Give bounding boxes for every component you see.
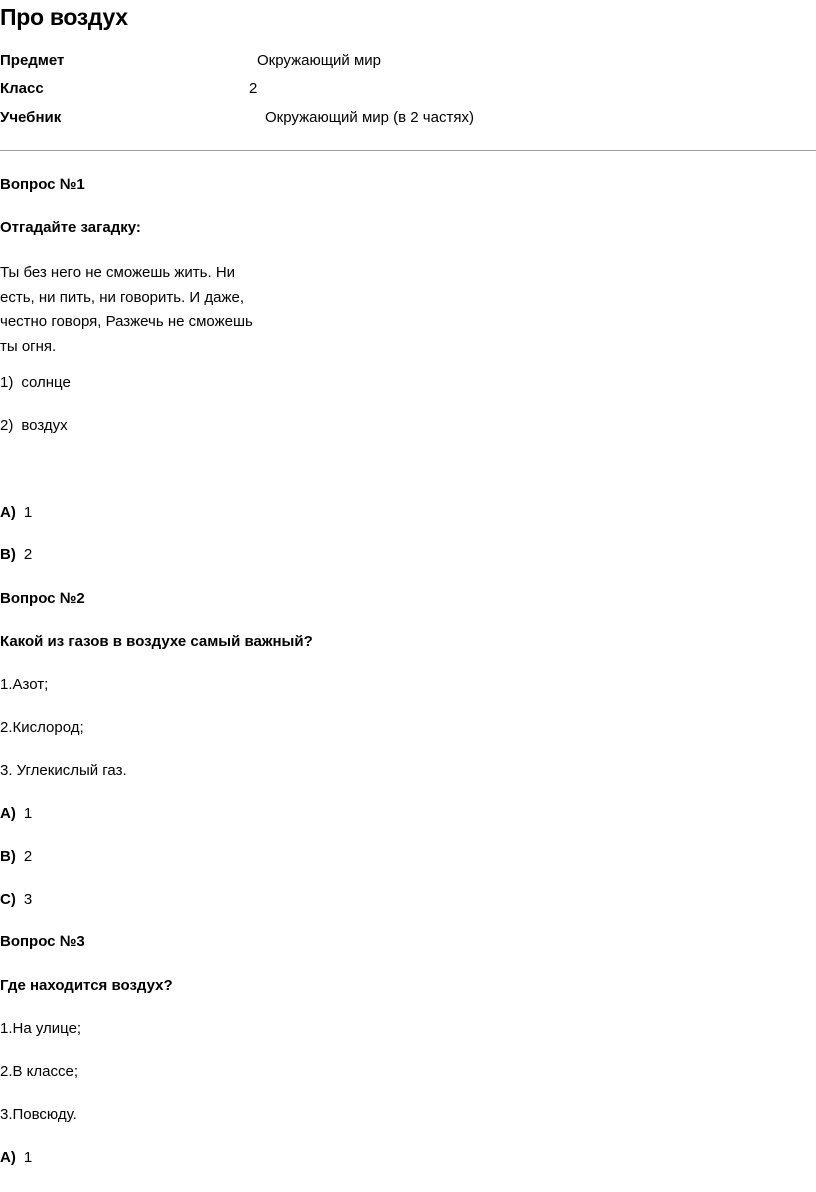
answer-value: 1 — [23, 504, 33, 521]
question-1-answer-b[interactable] — [0, 546, 32, 563]
choice-number: 1) — [0, 374, 14, 391]
subject-label: Предмет — [0, 52, 65, 69]
answer-value: 1 — [23, 1149, 33, 1166]
answer-value: 2 — [23, 546, 33, 563]
question-1-choice-2 — [0, 417, 68, 434]
question-3-choice-1: 1.На улице; — [0, 1020, 82, 1037]
answer-letter: A) — [0, 1149, 16, 1166]
page-title: Про воздух — [0, 4, 128, 30]
question-3-choice-2: 2.В классе; — [0, 1063, 79, 1080]
question-2-choice-2: 2.Кислород; — [0, 719, 84, 736]
question-2-prompt: Какой из газов в воздухе самый важный? — [0, 633, 313, 650]
textbook-label: Учебник — [0, 109, 62, 126]
question-2-heading: Вопрос №2 — [0, 590, 85, 607]
question-3-heading: Вопрос №3 — [0, 933, 85, 950]
answer-letter: B) — [0, 848, 16, 865]
answer-letter: B) — [0, 546, 16, 563]
question-3-choice-3: 3.Повсюду. — [0, 1106, 77, 1123]
question-1-heading: Вопрос №1 — [0, 176, 85, 193]
grade-value: 2 — [249, 80, 258, 97]
question-2-choice-1: 1.Азот; — [0, 676, 49, 693]
choice-text: воздух — [21, 417, 68, 434]
answer-value: 3 — [23, 891, 33, 908]
grade-label: Класс — [0, 80, 44, 97]
question-1-answer-a[interactable] — [0, 504, 32, 521]
answer-letter: A) — [0, 805, 16, 822]
header-divider — [0, 150, 816, 151]
answer-value: 2 — [23, 848, 33, 865]
answer-letter: A) — [0, 504, 16, 521]
question-1-prompt: Отгадайте загадку: — [0, 219, 141, 236]
choice-number: 2) — [0, 417, 14, 434]
answer-value: 1 — [23, 805, 33, 822]
question-1-choice-1 — [0, 374, 71, 391]
subject-value: Окружающий мир — [257, 52, 381, 69]
question-2-answer-a[interactable] — [0, 805, 32, 822]
question-3-answer-a[interactable] — [0, 1149, 32, 1166]
choice-text: солнце — [21, 374, 71, 391]
textbook-value: Окружающий мир (в 2 частях) — [265, 109, 474, 126]
question-2-choice-3: 3. Углекислый газ. — [0, 762, 127, 779]
question-2-answer-b[interactable] — [0, 848, 32, 865]
question-3-prompt: Где находится воздух? — [0, 977, 173, 994]
answer-letter: C) — [0, 891, 16, 908]
question-1-riddle: Ты без него не сможешь жить. Ни есть, ни пить, ни говорить. И даже, честно говоря, Разжечь не сможешь ты огня. — [0, 264, 253, 355]
question-2-answer-c[interactable] — [0, 891, 32, 908]
